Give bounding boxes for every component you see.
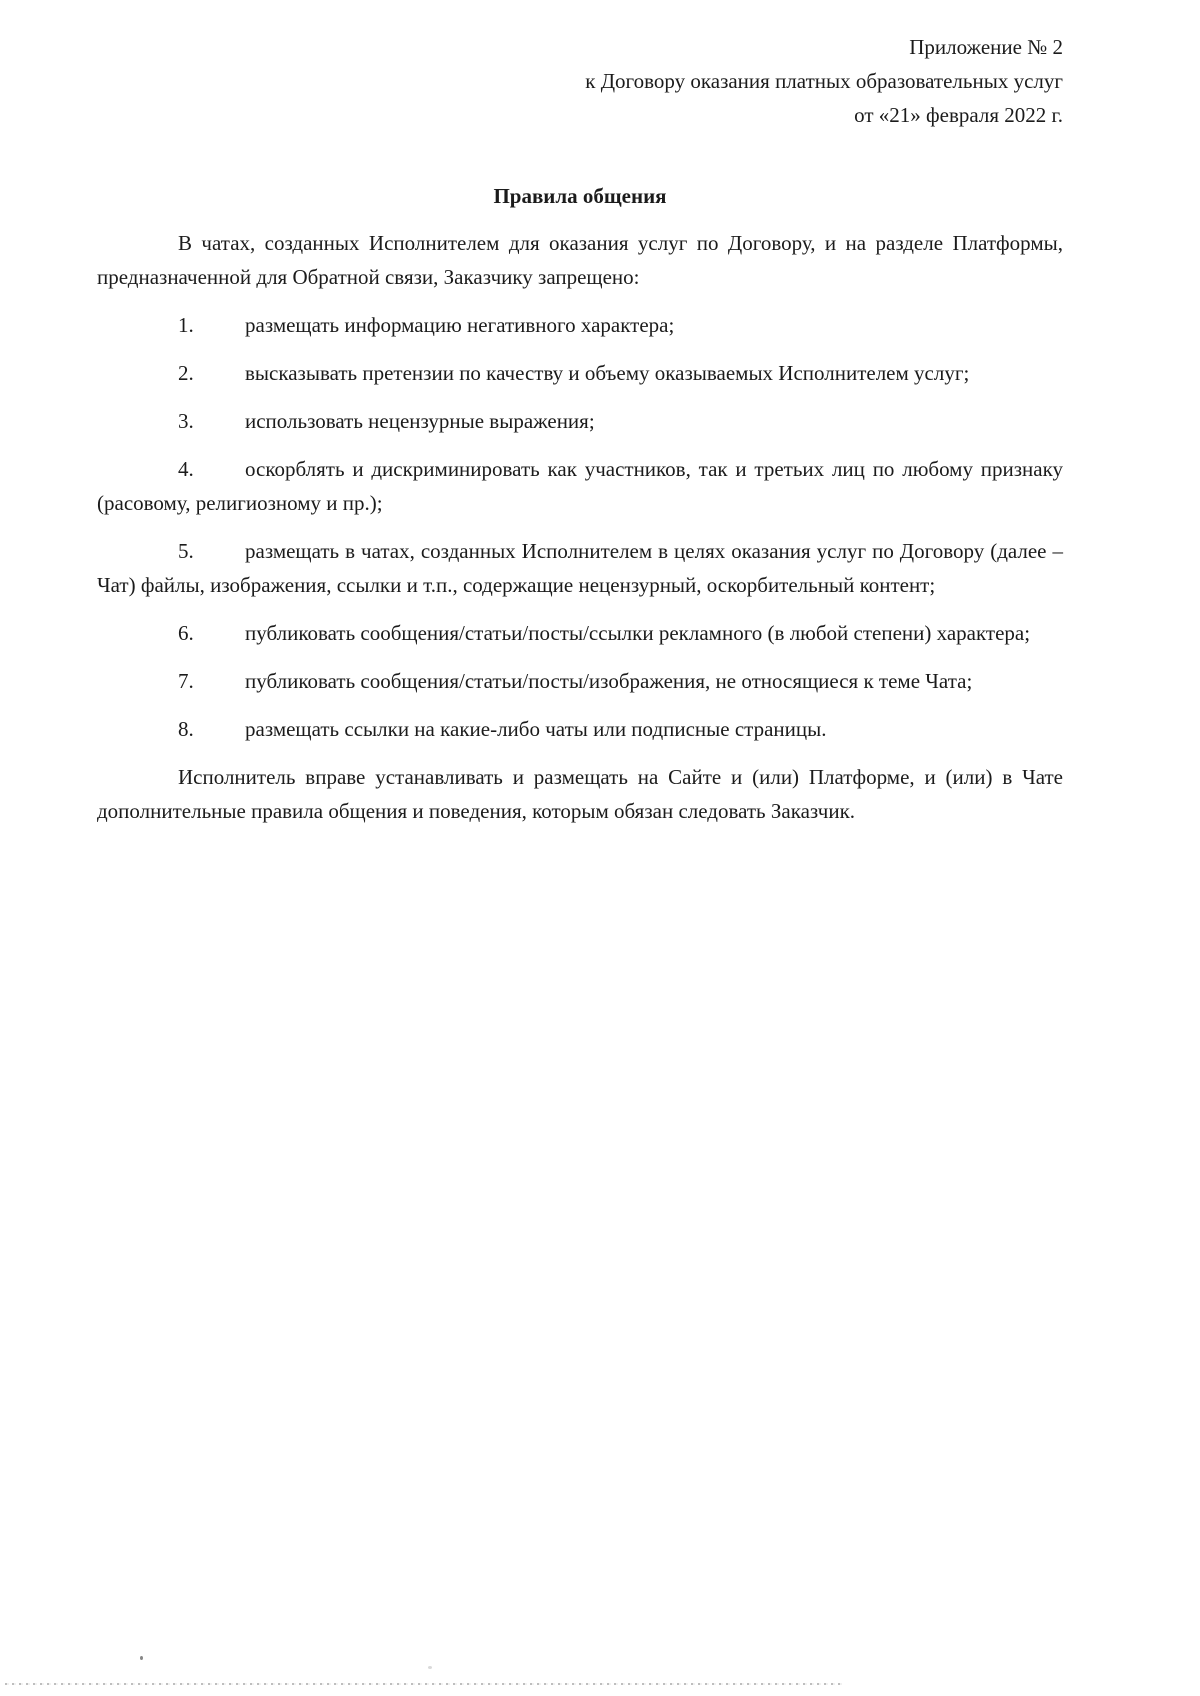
scan-artifact-speck: [140, 1656, 143, 1660]
rule-number: 5.: [178, 539, 194, 563]
rule-item: [97, 308, 1063, 342]
rule-item: [97, 664, 1063, 698]
rule-number: 4.: [178, 457, 194, 481]
closing-paragraph: Исполнитель вправе устанавливать и размещать на Сайте и (или) Платформе, и (или) в Чате дополнительные правила общения и поведения, которым обязан следовать Заказчик.: [97, 765, 1063, 823]
header-date-line: от «21» февраля 2022 г.: [854, 103, 1063, 127]
intro-paragraph: В чатах, созданных Исполнителем для оказания услуг по Договору, и на разделе Платформы, предназначенной для Обратной связи, Заказчику запрещено:: [97, 231, 1063, 289]
rule-text: размещать информацию негативного характера;: [245, 313, 675, 337]
rule-number: 8.: [178, 717, 194, 741]
document-content: [97, 30, 1063, 842]
rules-list: [97, 308, 1063, 746]
rule-item: [97, 452, 1063, 520]
rule-item: [97, 404, 1063, 438]
rule-text: размещать в чатах, созданных Исполнителем в целях оказания услуг по Договору (далее – Чат) файлы, изображения, ссылки и т.п., содержащие нецензурный, оскорбительный контент;: [97, 539, 1063, 597]
rule-text: публиковать сообщения/статьи/посты/ссылки рекламного (в любой степени) характера;: [245, 621, 1031, 645]
rule-item: [97, 712, 1063, 746]
rule-number: 2.: [178, 361, 194, 385]
header-appendix-line: Приложение № 2: [909, 35, 1063, 59]
rule-item: [97, 356, 1063, 390]
rule-text: публиковать сообщения/статьи/посты/изображения, не относящиеся к теме Чата;: [245, 669, 973, 693]
page-title: Правила общения: [493, 184, 667, 208]
rule-text: использовать нецензурные выражения;: [245, 409, 595, 433]
rule-text: размещать ссылки на какие-либо чаты или подписные страницы.: [245, 717, 827, 741]
rule-number: 7.: [178, 669, 194, 693]
rule-item: [97, 534, 1063, 602]
document-header: [97, 30, 1063, 132]
rule-text: оскорблять и дискриминировать как участников, так и третьих лиц по любому признаку (расовому, религиозному и пр.);: [97, 457, 1063, 515]
rule-number: 3.: [178, 409, 194, 433]
rule-item: [97, 616, 1063, 650]
header-contract-line: к Договору оказания платных образовательных услуг: [585, 69, 1063, 93]
rule-number: 1.: [178, 313, 194, 337]
rule-number: 6.: [178, 621, 194, 645]
scan-artifact-speck: [428, 1666, 432, 1669]
scan-artifact-line: [5, 1683, 845, 1685]
rule-text: высказывать претензии по качеству и объему оказываемых Исполнителем услуг;: [245, 361, 970, 385]
